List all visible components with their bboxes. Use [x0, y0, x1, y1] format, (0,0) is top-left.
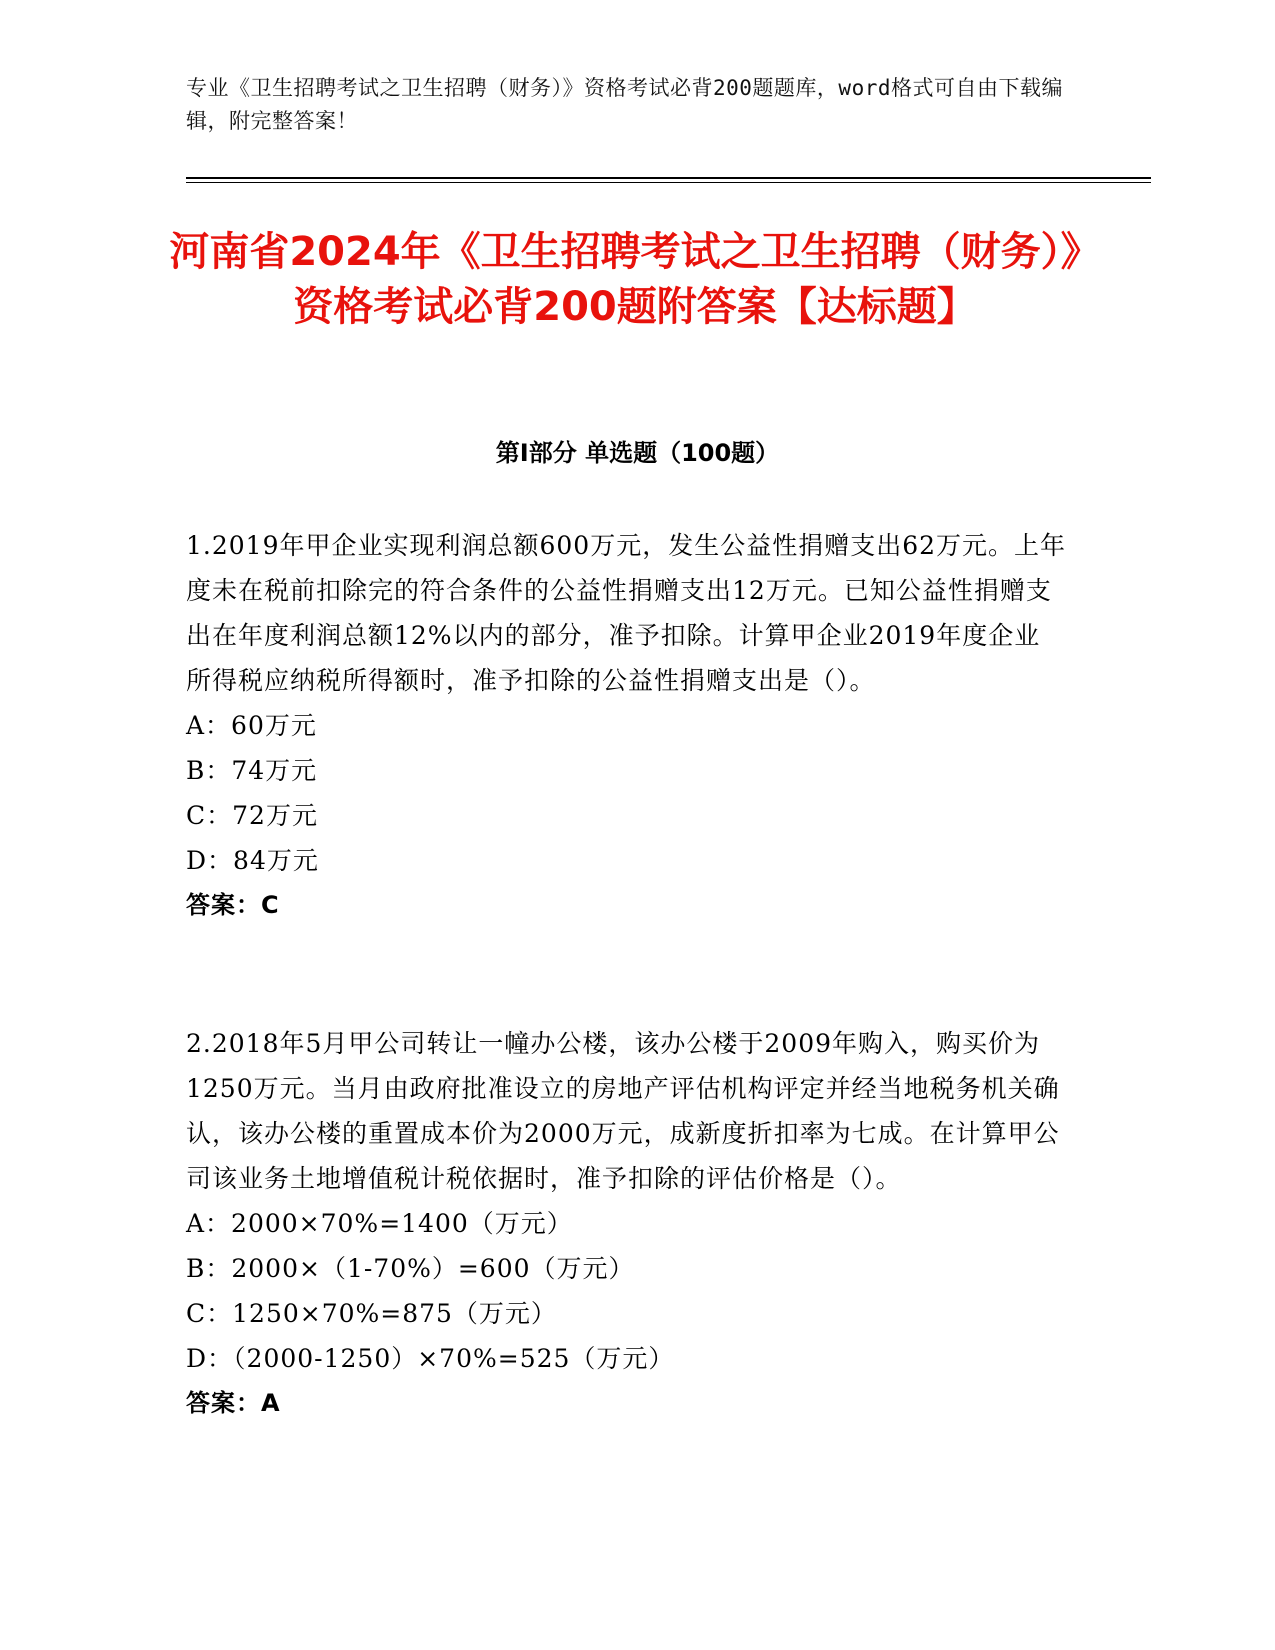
option-c: C：1250×70%=875（万元） [186, 1299, 557, 1328]
question-stem: 1.2019年甲企业实现利润总额600万元，发生公益性捐赠支出62万元。上年度未在税前扣除完的符合条件的公益性捐赠支出12万元。已知公益性捐赠支出在年度利润总额12%以内的部分，准予扣除。计算甲企业2019年度企业所得税应纳税所得额时，准予扣除的公益性捐赠支出是（）。 [186, 531, 1067, 695]
header-divider-thick [186, 177, 1151, 179]
question-stem: 2.2018年5月甲公司转让一幢办公楼，该办公楼于2009年购入，购买价为1250万元。当月由政府批准设立的房地产评估机构评定并经当地税务机关确认，该办公楼的重置成本价为2000万元，成新度折扣率为七成。在计算甲公司该业务土地增值税计税依据时，准予扣除的评估价格是（）。 [186, 1029, 1060, 1193]
header-divider-thin [186, 182, 1151, 183]
option-b: B：74万元 [186, 756, 318, 785]
option-b: B：2000×（1-70%）=600（万元） [186, 1254, 635, 1283]
document-title: 河南省2024年《卫生招聘考试之卫生招聘（财务）》资格考试必背200题附答案【达标题】 [169, 229, 1101, 330]
option-d: D：84万元 [186, 846, 319, 875]
question-2 [186, 1021, 1066, 1426]
header-note: 专业《卫生招聘考试之卫生招聘（财务）》资格考试必背200题题库，word格式可自由下载编辑，附完整答案！ [186, 76, 1063, 133]
option-c: C：72万元 [186, 801, 318, 830]
answer-line: 答案：C [186, 891, 280, 919]
answer-line: 答案：A [186, 1389, 281, 1417]
section-title: 第I部分 单选题（100题） [495, 439, 780, 467]
option-d: D：（2000-1250）×70%=525（万元） [186, 1344, 675, 1373]
question-1 [186, 523, 1066, 928]
option-a: A：2000×70%=1400（万元） [186, 1209, 573, 1238]
option-a: A：60万元 [186, 711, 317, 740]
